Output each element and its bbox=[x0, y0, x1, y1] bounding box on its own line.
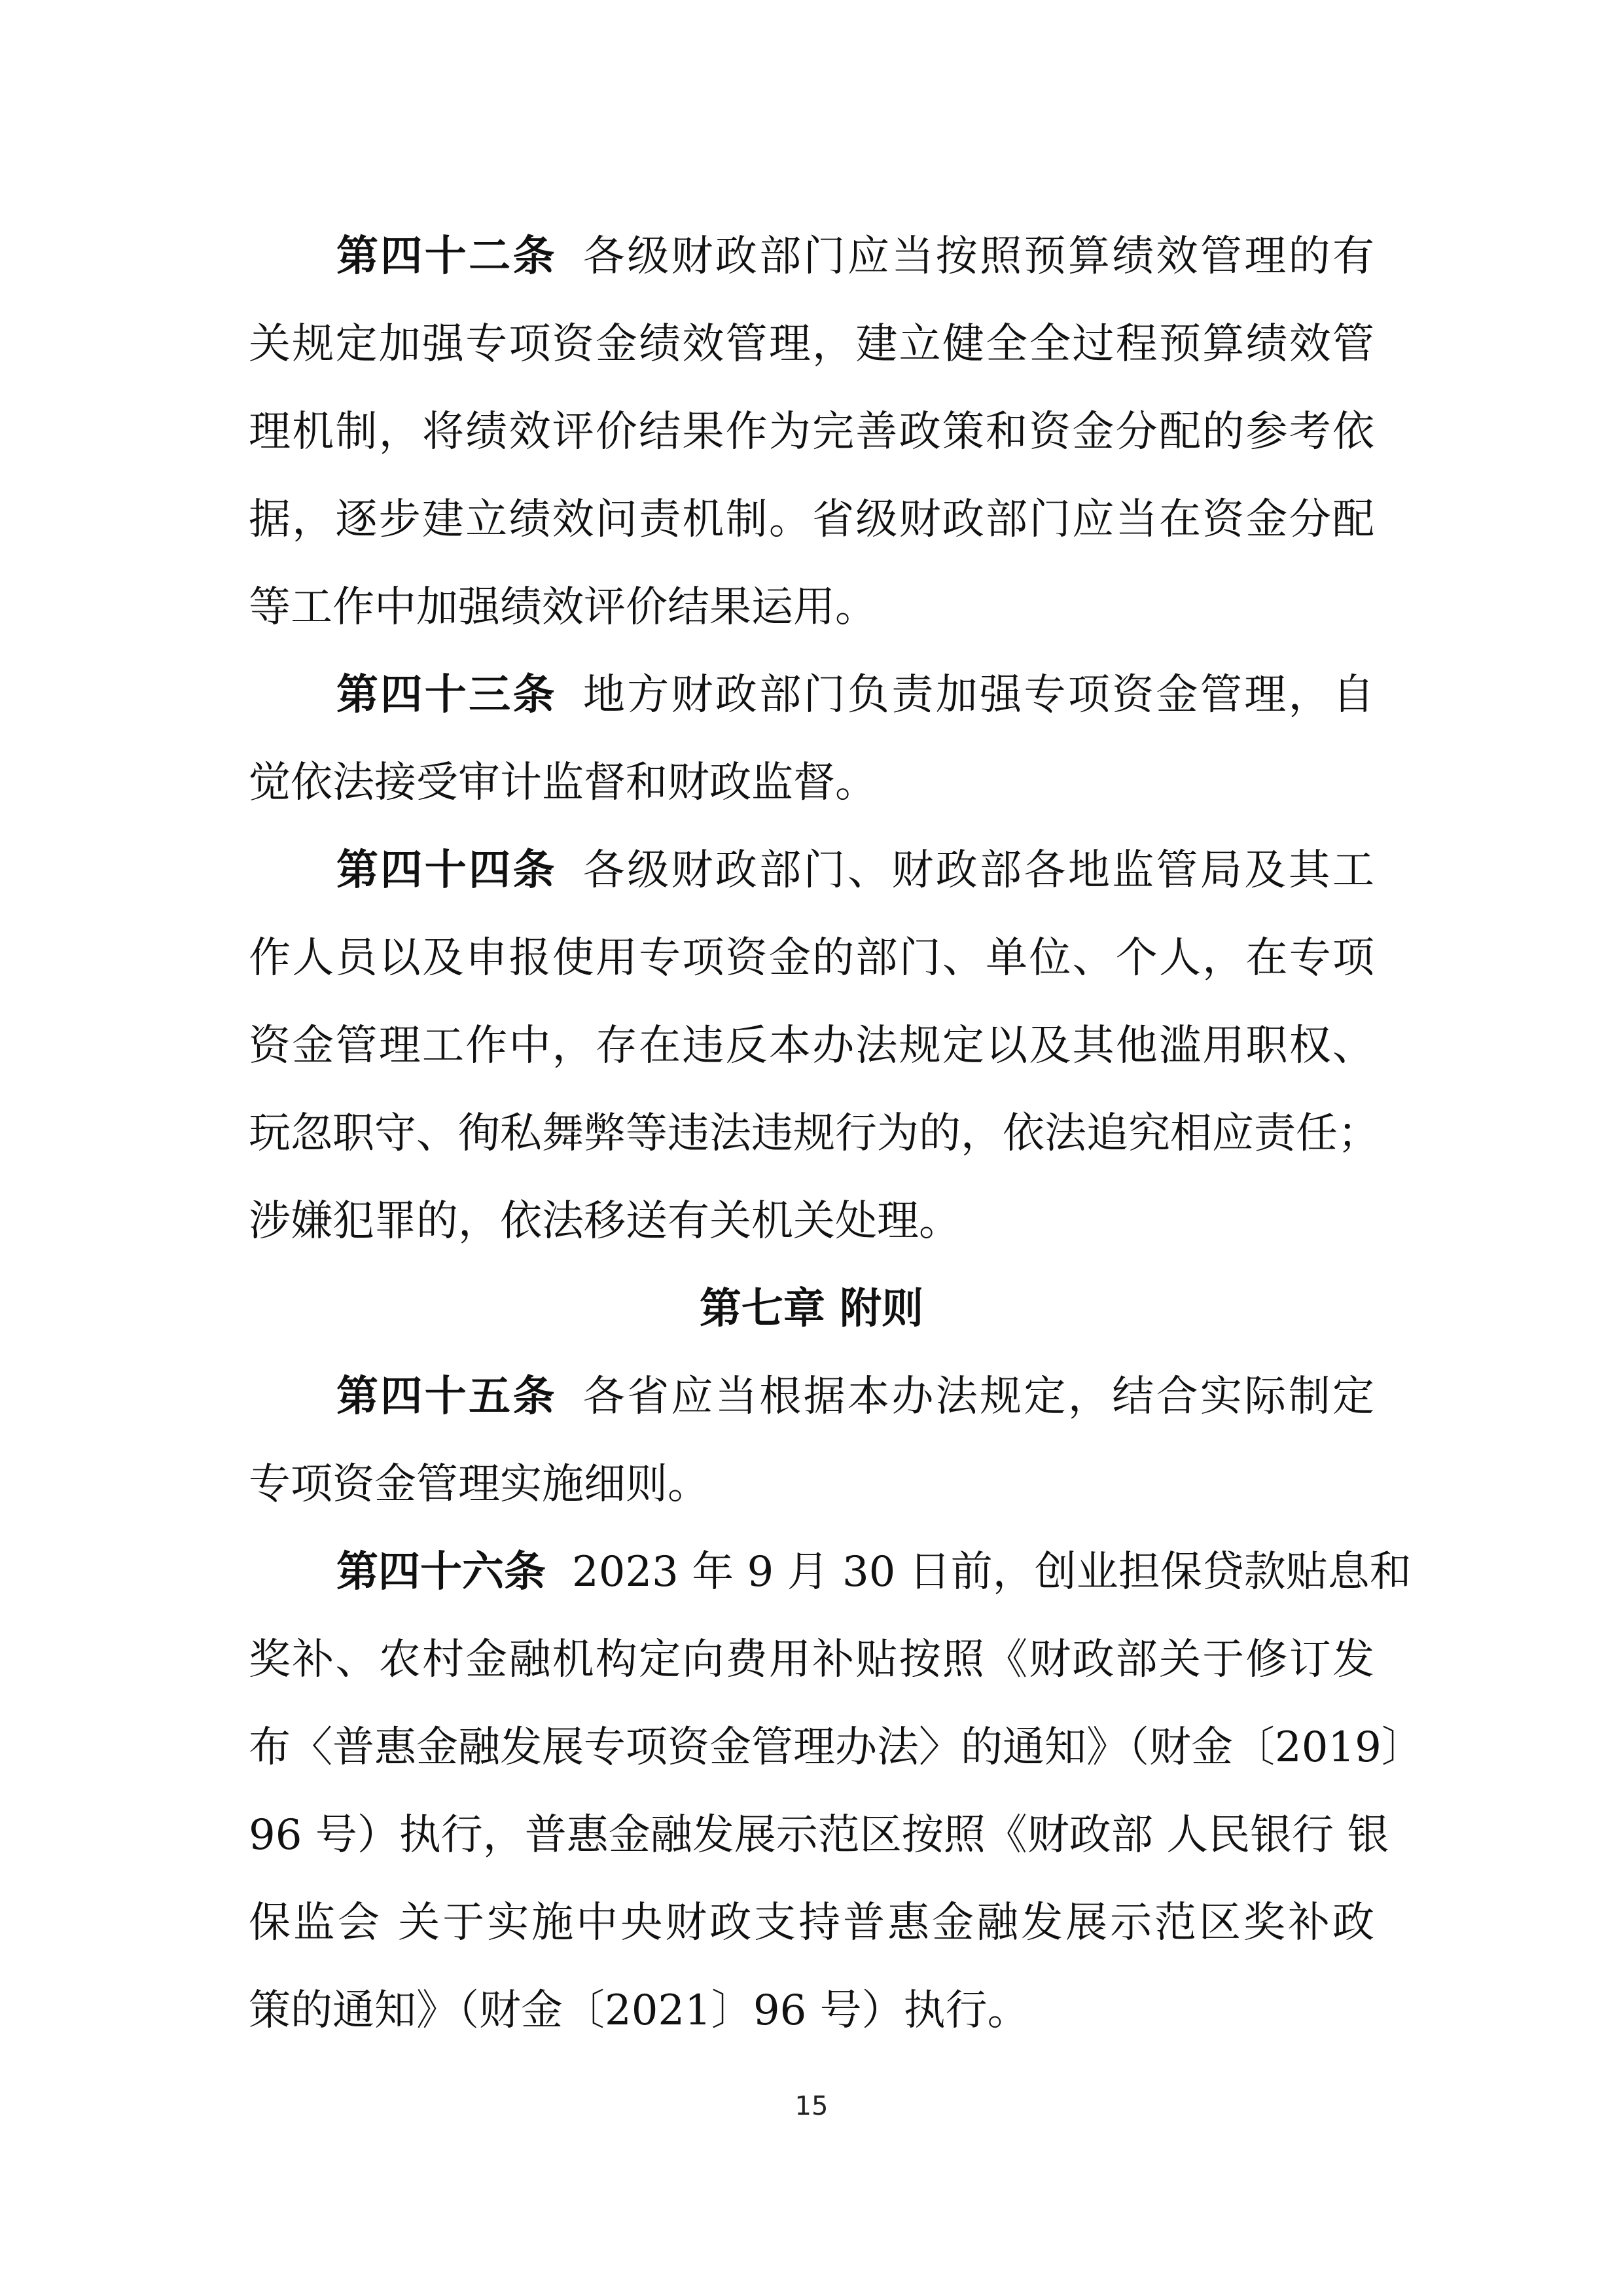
article-text: 各级财政部门应当按照预算绩效管理的有 bbox=[582, 232, 1375, 281]
article-line: 布〈普惠金融发展专项资金管理办法〉的通知》（财金〔2019〕 bbox=[249, 1723, 1423, 1772]
article-line: 据，逐步建立绩效问责机制。省级财政部门应当在资金分配 bbox=[249, 495, 1374, 544]
article-line: 96 号）执行，普惠金融发展示范区按照《财政部 人民银行 银 bbox=[249, 1811, 1389, 1859]
article-heading: 第四十六条 bbox=[336, 1548, 546, 1596]
article-line: 涉嫌犯罪的，依法移送有关机关处理。 bbox=[249, 1197, 961, 1246]
article-line: 策的通知》（财金〔2021〕96 号）执行。 bbox=[249, 1986, 1029, 2035]
article-42 bbox=[249, 213, 1374, 651]
article-45 bbox=[249, 1353, 1374, 1528]
article-heading: 第四十三条 bbox=[336, 671, 557, 719]
article-line bbox=[249, 827, 1374, 914]
article-text: 各级财政部门、财政部各地监管局及其工 bbox=[582, 846, 1375, 895]
article-line: 玩忽职守、徇私舞弊等违法违规行为的，依法追究相应责任； bbox=[249, 1109, 1380, 1158]
article-46 bbox=[249, 1528, 1423, 2054]
page-number: 15 bbox=[794, 2091, 829, 2121]
article-heading: 第四十二条 bbox=[336, 232, 557, 281]
article-line: 作人员以及申报使用专项资金的部门、单位、个人，在专项 bbox=[249, 934, 1374, 982]
article-heading: 第四十四条 bbox=[336, 846, 557, 895]
article-text: 地方财政部门负责加强专项资金管理，自 bbox=[582, 671, 1375, 719]
article-text: 各省应当根据本办法规定，结合实际制定 bbox=[582, 1372, 1375, 1421]
article-line: 保监会 关于实施中央财政支持普惠金融发展示范区奖补政 bbox=[249, 1899, 1374, 1947]
article-line bbox=[249, 1353, 1374, 1441]
article-43 bbox=[249, 651, 1374, 827]
article-line bbox=[249, 651, 1374, 739]
article-heading: 第四十五条 bbox=[336, 1372, 557, 1421]
article-line: 等工作中加强绩效评价结果运用。 bbox=[249, 583, 877, 632]
article-text: 2023 年 9 月 30 日前，创业担保贷款贴息和 bbox=[572, 1548, 1412, 1596]
article-line: 奖补、农村金融机构定向费用补贴按照《财政部关于修订发 bbox=[249, 1636, 1374, 1684]
article-44 bbox=[249, 827, 1380, 1265]
article-line: 觉依法接受审计监督和财政监督。 bbox=[249, 759, 877, 807]
article-line bbox=[249, 213, 1374, 300]
article-line: 关规定加强专项资金绩效管理，建立健全全过程预算绩效管 bbox=[249, 320, 1374, 368]
article-line bbox=[249, 1528, 1412, 1616]
article-line: 资金管理工作中，存在违反本办法规定以及其他滥用职权、 bbox=[249, 1022, 1374, 1070]
article-line: 专项资金管理实施细则。 bbox=[249, 1460, 709, 1509]
article-line: 理机制，将绩效评价结果作为完善政策和资金分配的参考依 bbox=[249, 408, 1374, 456]
chapter-title: 第七章 附则 bbox=[699, 1285, 924, 1333]
